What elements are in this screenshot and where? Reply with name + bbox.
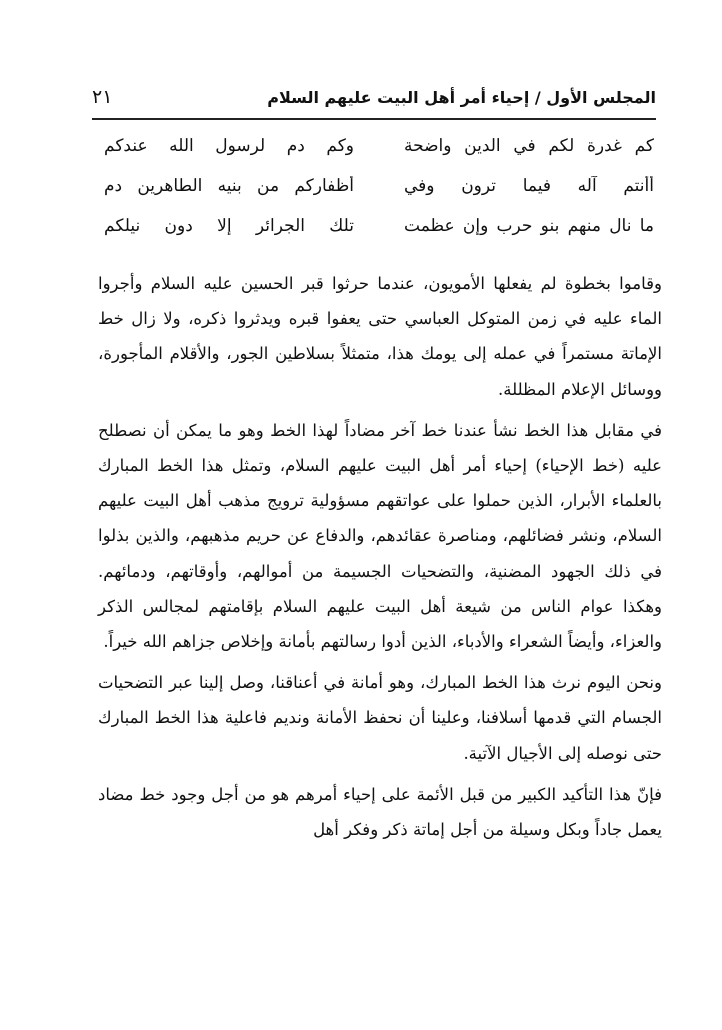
verse-first-hemistich: أأنتم آله فيما ترون وفي <box>404 176 654 196</box>
poem-block <box>104 136 654 256</box>
verse-second-hemistich: وكم دم لرسول الله عندكم <box>104 136 354 156</box>
page-number: ٢١ <box>92 86 113 108</box>
paragraph: في مقابل هذا الخط نشأ عندنا خط آخر مضاداً لهذا الخط وهو ما يمكن أن نصطلح عليه (خط الإحياء) إحياء أمر أهل البيت عليهم السلام، وتمثل هذا الخط المبارك بالعلماء الأبرار، الذين حملوا على عواتقهم مسؤولية ترويج مذهب أهل البيت عليهم السلام، ونشر فضائلهم، ومناصرة عقائدهم، والدفاع عن حريم مذهبهم، والذين بذلوا في ذلك الجهود المضنية، والتضحيات الجسيمة من أموالهم، وأوقاتهم، ودمائهم. وهكذا عوام الناس من شيعة أهل البيت عليهم السلام بإقامتهم لمجالس الذكر والعزاء، وأيضاً الشعراء والأدباء، الذين أدوا رسالتهم بأمانة وإخلاص جزاهم الله خيراً. <box>98 420 662 652</box>
header-divider <box>92 118 656 120</box>
verse-first-hemistich: ما نال منهم بنو حرب وإن عظمت <box>404 216 654 236</box>
paragraph: فإنّ هذا التأكيد الكبير من قبل الأئمة على إحياء أمرهم هو من أجل وجود خط مضاد يعمل جاداً وبكل وسيلة من أجل إماتة ذكر وفكر أهل <box>98 784 662 840</box>
verse-first-hemistich: كم غدرة لكم في الدين واضحة <box>404 136 654 156</box>
body-text <box>98 266 662 853</box>
poem-verse <box>104 136 654 176</box>
poem-verse <box>104 176 654 216</box>
verse-second-hemistich: أظفاركم من بنيه الطاهرين دم <box>104 176 354 196</box>
poem-verse <box>104 216 654 256</box>
verse-second-hemistich: تلك الجرائر إلا دون نيلكم <box>104 216 354 236</box>
paragraph: وقاموا بخطوة لم يفعلها الأمويون، عندما حرثوا قبر الحسين عليه السلام وأجروا الماء عليه في زمن المتوكل العباسي حتى يعفوا قبره ويدثروا ذكره، ولا زال خط الإماتة مستمراً في عمله إلى يومك هذا، متمثلاً بسلاطين الجور، والأقلام المأجورة، ووسائل الإعلام المظللة. <box>98 274 662 399</box>
chapter-title: المجلس الأول / إحياء أمر أهل البيت عليهم السلام <box>267 88 656 107</box>
paragraph: ونحن اليوم نرث هذا الخط المبارك، وهو أمانة في أعناقنا، وصل إلينا عبر التضحيات الجسام التي قدمها أسلافنا، وعلينا أن نحفظ الأمانة ونديم فاعلية هذا الخط المبارك حتى نوصله إلى الأجيال الآتية. <box>98 673 662 763</box>
running-header <box>92 84 656 114</box>
